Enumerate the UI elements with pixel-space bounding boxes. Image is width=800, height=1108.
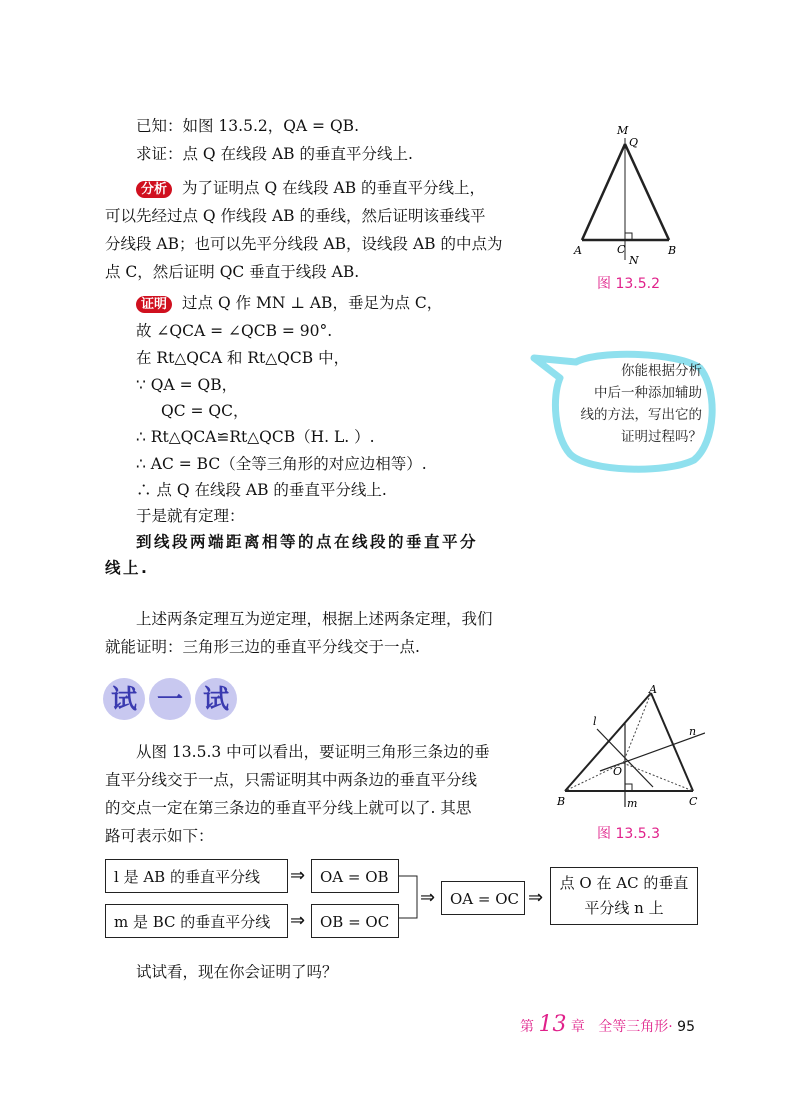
fig2-label-m: m <box>627 797 638 810</box>
converse-line-2: 就能证明：三角形三边的垂直平分线交于一点. <box>105 638 420 656</box>
flow-conclusion-line-1: 点 O 在 AC 的垂直 <box>559 874 689 892</box>
proof-line-3: 在 Rt△QCA 和 Rt△QCB 中， <box>136 349 350 367</box>
flow-box-oa-oc: OA = OC <box>441 881 525 915</box>
given-line: 已知：如图 13.5.2，QA = QB. <box>136 117 359 135</box>
fig2-label-n: n <box>689 725 697 738</box>
section-title <box>100 676 240 722</box>
proof-line-6: ∴ Rt△QCA≌Rt△QCB（H. L. ）. <box>136 428 375 446</box>
closing-line: 试试看，现在你会证明了吗？ <box>136 963 338 981</box>
analysis-tag: 分析 <box>136 181 172 198</box>
footer-chapter-prefix: 第 <box>520 1019 534 1035</box>
fig2-ab-side <box>565 693 651 791</box>
flow-box-ob-oc: OB = OC <box>311 904 399 938</box>
try-line-2: 直平分线交于一点，只需证明其中两条边的垂直平分线 <box>105 771 478 789</box>
fig2-oa-dotted <box>623 693 651 763</box>
fig1-label-q: Q <box>629 136 639 149</box>
theorem-line-1: 到线段两端距离相等的点在线段的垂直平分 <box>136 533 479 551</box>
figure-13-5-3 <box>555 683 705 813</box>
fig1-label-c: C <box>617 243 626 256</box>
flow-arrow-3: ⇒ <box>420 887 436 908</box>
footer-chapter-number: 13 <box>538 1012 567 1037</box>
proof-line-7: ∴ AC = BC（全等三角形的对应边相等）. <box>136 455 427 473</box>
fig1-label-a: A <box>574 244 582 257</box>
footer-chapter-title: 全等三角形· <box>598 1019 673 1035</box>
flow-arrow-4: ⇒ <box>528 887 544 908</box>
fig1-caption: 图 13.5.2 <box>597 276 660 292</box>
try-line-4: 路可表示如下： <box>105 827 214 845</box>
flow-box-oa-ob: OA = OB <box>311 859 399 893</box>
try-line-3: 的交点一定在第三条边的垂直平分线上就可以了. 其思 <box>105 799 472 817</box>
proof-line-2: 故 ∠QCA = ∠QCB = 90°. <box>136 322 333 340</box>
fig2-caption: 图 13.5.3 <box>597 826 660 842</box>
analysis-line-1: 分析 为了证明点 Q 在线段 AB 的垂直平分线上， <box>136 177 485 199</box>
flow-box-l-bisector: l 是 AB 的垂直平分线 <box>105 859 288 893</box>
page-number: 95 <box>677 1019 695 1035</box>
analysis-line-4: 点 C，然后证明 QC 垂直于线段 AB. <box>105 263 360 281</box>
fig2-label-a: A <box>649 683 657 696</box>
theorem-line-2: 线上. <box>105 559 150 577</box>
flow-arrow-2: ⇒ <box>290 910 306 931</box>
fig2-right-angle-mark <box>625 784 632 791</box>
flow-box-m-bisector: m 是 BC 的垂直平分线 <box>105 904 288 938</box>
fig1-qa-segment <box>582 144 625 240</box>
fig2-label-o: O <box>613 765 623 778</box>
analysis-line-3: 分线段 AB；也可以先平分线段 AB，设线段 AB 的中点为 <box>105 235 503 253</box>
title-char-3: 试 <box>202 685 230 715</box>
analysis-line-2: 可以先经过点 Q 作线段 AB 的垂线，然后证明该垂线平 <box>105 207 486 225</box>
title-char-1: 试 <box>110 685 138 715</box>
proof-tag: 证明 <box>136 296 172 313</box>
figure-13-5-2 <box>565 120 695 270</box>
prove-line: 求证：点 Q 在线段 AB 的垂直平分线上. <box>136 145 413 163</box>
proof-line-4: ∵ QA = QB， <box>136 376 238 394</box>
fig2-label-b: B <box>557 795 566 808</box>
try-line-1: 从图 13.5.3 中可以看出，要证明三角形三条边的垂 <box>136 743 490 761</box>
fig1-label-b: B <box>668 244 677 257</box>
fig1-label-n: N <box>629 254 639 267</box>
flow-box-conclusion <box>550 867 698 925</box>
footer-chapter-suffix: 章 <box>570 1019 585 1035</box>
converse-line-1: 上述两条定理互为逆定理，根据上述两条定理，我们 <box>136 610 493 628</box>
fig1-qb-segment <box>625 144 669 240</box>
flow-arrow-1: ⇒ <box>290 865 306 886</box>
fig2-label-c: C <box>689 795 698 808</box>
flow-bracket <box>399 874 421 922</box>
fig1-label-m: M <box>617 124 629 137</box>
flow-conclusion-line-2: 平分线 n 上 <box>584 899 664 917</box>
proof-line-8: ∴ 点 Q 在线段 AB 的垂直平分线上. <box>136 481 387 499</box>
conclusion-intro: 于是就有定理： <box>136 507 245 525</box>
proof-line-1: 证明 过点 Q 作 MN ⊥ AB，垂足为点 C， <box>136 292 442 314</box>
fig2-label-l: l <box>593 715 597 728</box>
page-footer <box>520 1012 695 1037</box>
title-char-2: 一 <box>156 685 184 715</box>
bubble-text: 你能根据分析 中后一种添加辅助 线的方法，写出它的 证明过程吗？ <box>580 363 702 445</box>
proof-line-5: QC = QC， <box>161 402 249 420</box>
